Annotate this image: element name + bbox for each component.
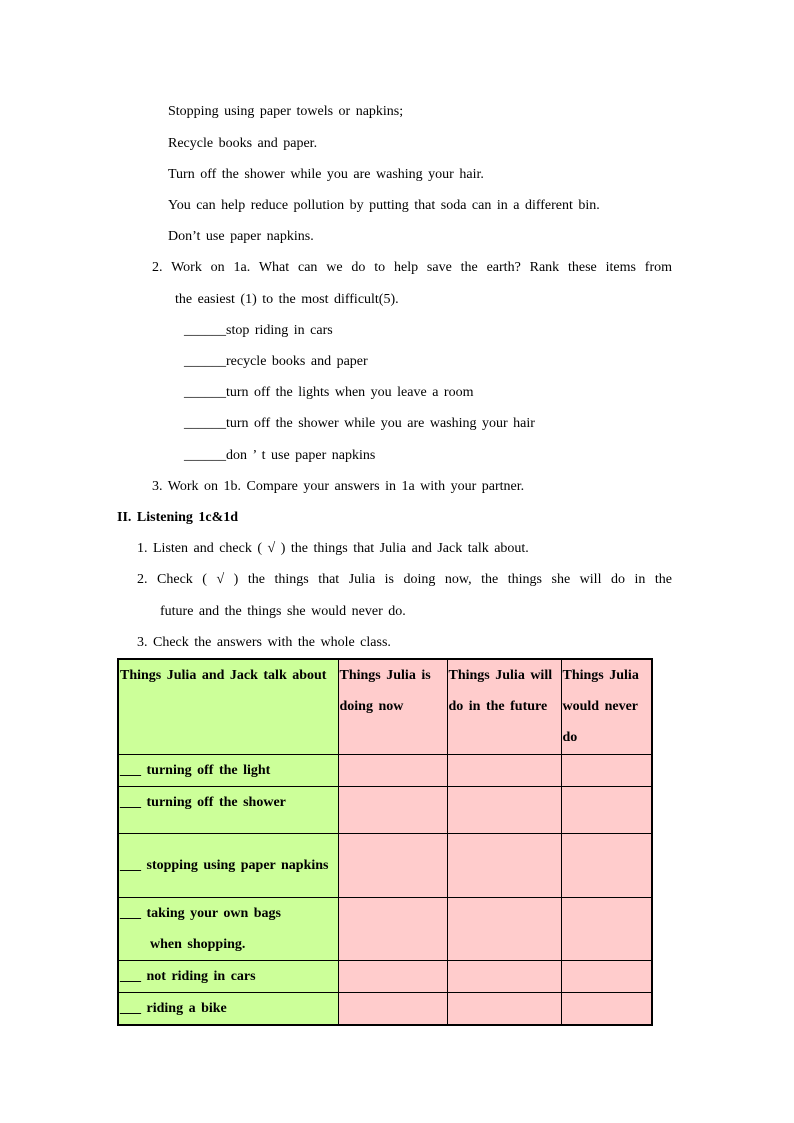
intro-line-5: Don’t use paper napkins. xyxy=(168,229,314,244)
row-label-cont: when shopping. xyxy=(150,936,246,952)
check-cell[interactable] xyxy=(447,786,561,833)
row-label: ___ turning off the shower xyxy=(118,786,338,833)
table-row xyxy=(118,786,652,833)
row-label: ___ stopping using paper napkins xyxy=(118,833,338,897)
row-label: ___ turning off the light xyxy=(118,754,338,786)
intro-line-3: Turn off the shower while you are washing your hair. xyxy=(168,167,484,182)
check-cell[interactable] xyxy=(561,992,652,1025)
row-label: ___ riding a bike xyxy=(118,992,338,1025)
intro-line-4: You can help reduce pollution by putting that soda can in a different bin. xyxy=(168,198,600,213)
check-cell[interactable] xyxy=(447,754,561,786)
row-label-text: ___ taking your own bags xyxy=(120,905,282,921)
check-cell[interactable] xyxy=(561,960,652,992)
table-row xyxy=(118,960,652,992)
check-cell[interactable] xyxy=(338,786,447,833)
header-doing-now: Things Julia is doing now xyxy=(338,659,447,754)
check-cell[interactable] xyxy=(561,833,652,897)
section2-item-2-cont: future and the things she would never do. xyxy=(160,604,406,619)
check-cell[interactable] xyxy=(338,754,447,786)
header-topic: Things Julia and Jack talk about xyxy=(118,659,338,754)
table-header-row xyxy=(118,659,652,754)
check-cell[interactable] xyxy=(447,960,561,992)
rank-blank-item[interactable]: ______turn off the lights when you leave a room xyxy=(184,385,474,400)
section2-heading: II. Listening 1c&1d xyxy=(117,510,239,525)
check-cell[interactable] xyxy=(338,897,447,960)
check-cell[interactable] xyxy=(338,833,447,897)
intro-line-2: Recycle books and paper. xyxy=(168,136,318,151)
check-cell[interactable] xyxy=(338,960,447,992)
section2-item-3: 3. Check the answers with the whole class. xyxy=(137,635,391,650)
check-cell[interactable] xyxy=(447,897,561,960)
table-row xyxy=(118,754,652,786)
rank-blank-item[interactable]: ______don ’ t use paper napkins xyxy=(184,448,376,463)
header-future: Things Julia will do in the future xyxy=(447,659,561,754)
section2-item-1: 1. Listen and check ( √ ) the things that Julia and Jack talk about. xyxy=(137,541,529,556)
task3-line: 3. Work on 1b. Compare your answers in 1a with your partner. xyxy=(152,479,525,494)
rank-blank-item[interactable]: ______recycle books and paper xyxy=(184,354,368,369)
table-row xyxy=(118,833,652,897)
row-label xyxy=(118,897,338,960)
check-cell[interactable] xyxy=(338,992,447,1025)
table-row xyxy=(118,897,652,960)
check-cell[interactable] xyxy=(561,897,652,960)
rank-blank-item[interactable]: ______turn off the shower while you are washing your hair xyxy=(184,416,535,431)
task2-line-2: the easiest (1) to the most difficult(5). xyxy=(175,292,399,307)
section2-item-2: 2. Check ( √ ) the things that Julia is doing now, the things she will do in the xyxy=(137,572,672,587)
rank-blank-item[interactable]: ______stop riding in cars xyxy=(184,323,333,338)
check-cell[interactable] xyxy=(561,754,652,786)
check-cell[interactable] xyxy=(447,992,561,1025)
header-never: Things Julia would never do xyxy=(561,659,652,754)
task2-line-1: 2. Work on 1a. What can we do to help save the earth? Rank these items from xyxy=(152,260,672,275)
row-label: ___ not riding in cars xyxy=(118,960,338,992)
check-cell[interactable] xyxy=(447,833,561,897)
intro-line-1: Stopping using paper towels or napkins; xyxy=(168,104,404,119)
listening-table xyxy=(117,658,653,1026)
check-cell[interactable] xyxy=(561,786,652,833)
table-row xyxy=(118,992,652,1025)
